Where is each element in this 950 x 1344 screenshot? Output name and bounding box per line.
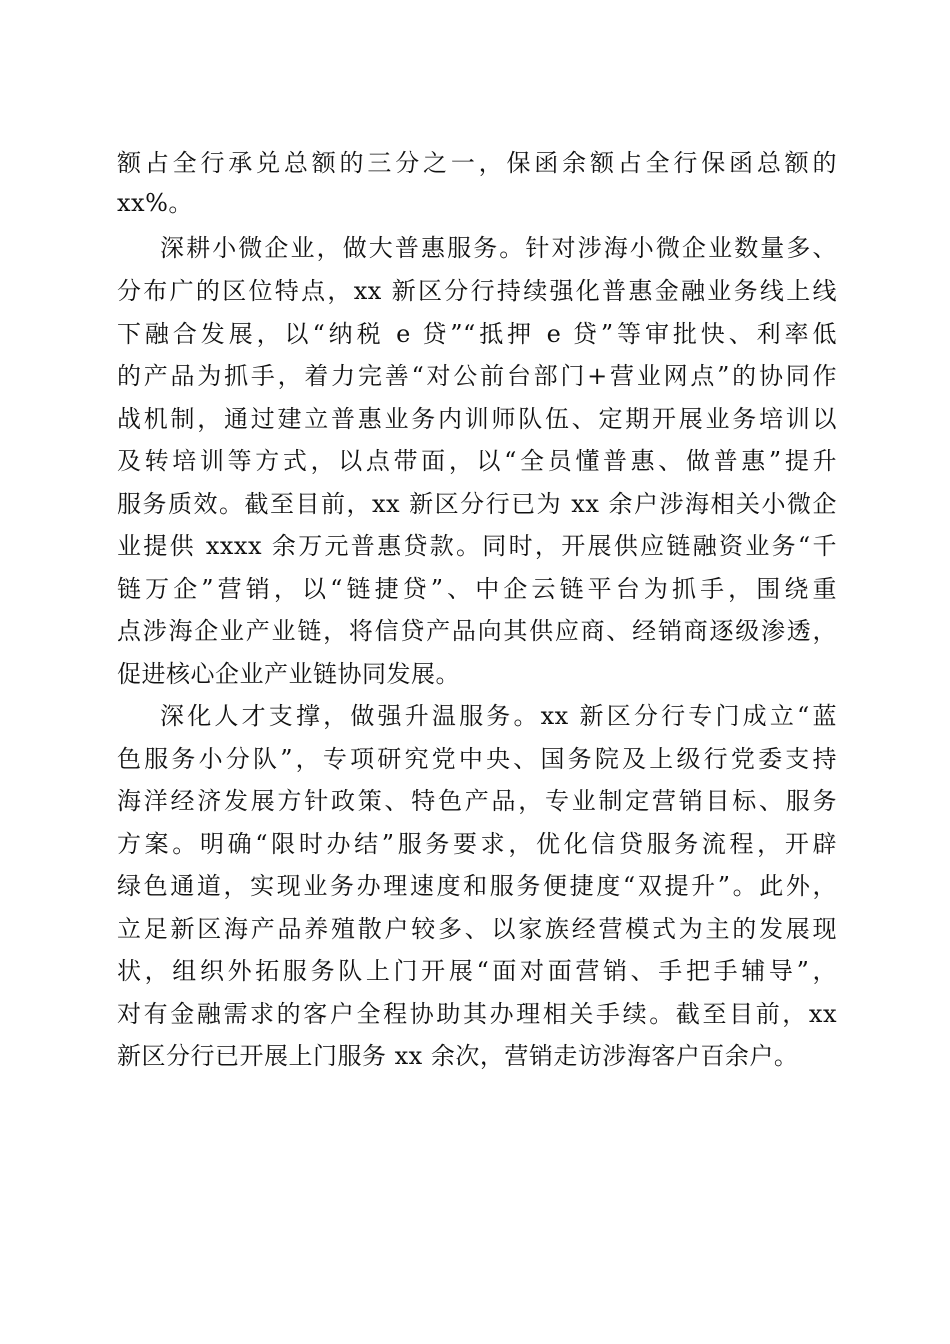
- text-line: 额占全行承兑总额的三分之一，保函余额占全行保函总额的: [117, 149, 837, 177]
- text-line: 战机制，通过建立普惠业务内训师队伍、定期开展业务培训以: [117, 405, 837, 433]
- paragraph-start-line: 深化人才支撑，做强升温服务。xx 新区分行专门成立“蓝: [160, 702, 837, 730]
- text-line: 点涉海企业产业链，将信贷产品向其供应商、经销商逐级渗透，: [117, 617, 837, 645]
- text-line: 链万企”营销，以“链捷贷”、中企云链平台为抓手，围绕重: [117, 575, 837, 603]
- text-line: 服务质效。截至目前，xx 新区分行已为 xx 余户涉海相关小微企: [117, 490, 837, 518]
- text-line: 的产品为抓手，着力完善“对公前台部门+营业网点”的协同作: [117, 362, 837, 390]
- text-line: 下融合发展，以“纳税 e 贷”“抵押 e 贷”等审批快、利率低: [117, 320, 837, 348]
- text-line: 海洋经济发展方针政策、特色产品，专业制定营销目标、服务: [117, 787, 837, 815]
- paragraph-start-line: 深耕小微企业，做大普惠服务。针对涉海小微企业数量多、: [160, 234, 837, 262]
- text-line: 立足新区海产品养殖散户较多、以家族经营模式为主的发展现: [117, 915, 837, 943]
- text-line: 及转培训等方式，以点带面，以“全员懂普惠、做普惠”提升: [117, 447, 837, 475]
- text-line: 新区分行已开展上门服务 xx 余次，营销走访涉海客户百余户。: [117, 1042, 799, 1070]
- text-line: 分布广的区位特点，xx 新区分行持续强化普惠金融业务线上线: [117, 277, 837, 305]
- text-line: 对有金融需求的客户全程协助其办理相关手续。截至目前，xx: [117, 1000, 837, 1028]
- text-line: 方案。明确“限时办结”服务要求，优化信贷服务流程，开辟: [117, 830, 837, 858]
- text-line: 业提供 xxxx 余万元普惠贷款。同时，开展供应链融资业务“千: [117, 532, 837, 560]
- text-line: 促进核心企业产业链协同发展。: [117, 660, 460, 688]
- text-line: 绿色通道，实现业务办理速度和服务便捷度“双提升”。此外，: [117, 872, 837, 900]
- text-line: xx%。: [117, 189, 193, 217]
- text-line: 状，组织外拓服务队上门开展“面对面营销、手把手辅导”，: [117, 957, 837, 985]
- text-line: 色服务小分队”，专项研究党中央、国务院及上级行党委支持: [117, 745, 837, 773]
